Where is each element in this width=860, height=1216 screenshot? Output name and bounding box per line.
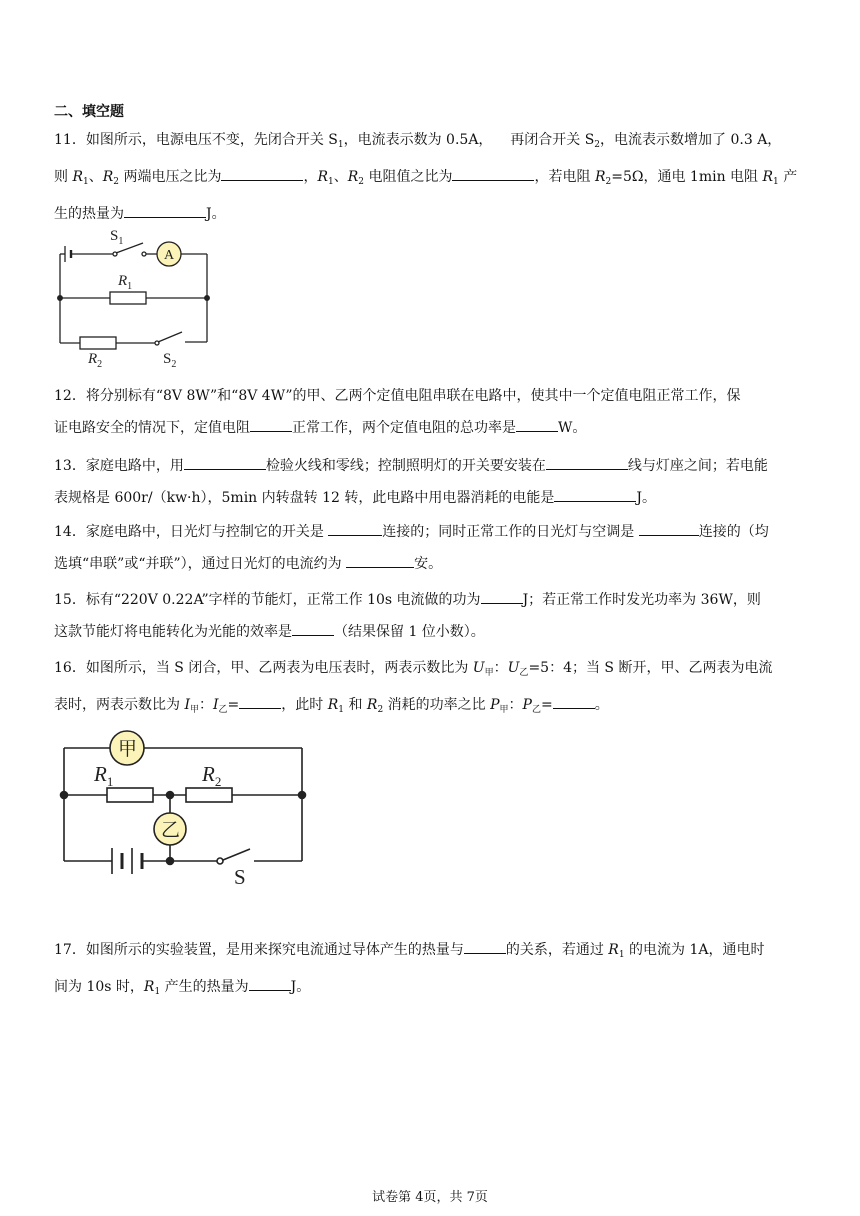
label-s1: $S_1$ — [110, 228, 124, 247]
answer-blank[interactable] — [553, 694, 595, 709]
answer-blank[interactable] — [124, 203, 206, 218]
junction-dot — [299, 792, 306, 799]
answer-blank[interactable] — [221, 166, 303, 181]
question-16: 16．如图所示，当 S 闭合，甲、乙两表为电压表时，两表示数比为 $U_甲$：$U_乙=5$：4；当 S 断开，甲、乙两表为电流 表时，两表示数比为 $I_甲$：$I_乙=$ ，此时 $R_1$ 和 $R_2$ 消耗的功率之比 $P_甲$：$P_乙=$ 。 — [54, 660, 773, 715]
answer-blank[interactable] — [516, 417, 558, 432]
question-15: 15．标有“220V 0.22A”字样的节能灯，正常工作 10s 电流做的功为 J；若正常工作时发光功率为 36W，则 这款节能灯将电能转化为光能的效率是 （结果保留 1 位小数）。 — [54, 584, 814, 648]
answer-blank[interactable] — [292, 621, 334, 636]
junction-dot — [205, 296, 210, 301]
question-11 — [54, 124, 814, 230]
page-footer: 试卷第 4页，共 7页 — [372, 1190, 488, 1205]
answer-blank[interactable] — [239, 694, 281, 709]
meter-yi-label: 乙 — [161, 819, 181, 841]
label-s2: $S_2$ — [163, 351, 177, 370]
answer-blank[interactable] — [184, 455, 266, 470]
question-13: 13．家庭电路中，用 检验火线和零线；控制照明灯的开关要安装在 线与灯座之间；若电能 表规格是 600r/（kw·h），5min 内转盘转 12 转，此电路中用电器消耗的电能是 J。 — [54, 450, 814, 514]
answer-blank[interactable] — [546, 455, 628, 470]
section-title: 二、填空题 — [54, 104, 124, 120]
q11-line-2: 则 $R_1$、$R_2$ 两端电压之比为 ，$R_1$、$R_2$ 电阻值之比为 ，若电阻 $R_2=5\Omega$，通电 1min 电阻 $R_1$ 产 — [54, 161, 814, 198]
answer-blank[interactable] — [452, 166, 534, 181]
label-switch-s: S — [234, 865, 246, 888]
meter-jia-label: 甲 — [118, 738, 138, 760]
label-r1: $R_1$ — [118, 273, 133, 292]
switch-s2-blade — [158, 332, 182, 342]
question-14: 14．家庭电路中，日光灯与控制它的开关是 连接的；同时正常工作的日光灯与空调是 连接的（均 选填“串联”或“并联”），通过日光灯的电流约为 安。 — [54, 516, 814, 580]
answer-blank[interactable] — [554, 487, 636, 502]
label-r2: $R_2$ — [202, 762, 222, 789]
answer-blank[interactable] — [481, 589, 523, 604]
q11-line-3: 生的热量为 J。 — [54, 198, 814, 230]
switch-contact — [217, 858, 223, 864]
q16-circuit-diagram — [54, 728, 314, 888]
resistor-r2 — [186, 788, 232, 802]
resistor-r1 — [110, 292, 146, 304]
q11-line-1: 11．如图所示，电源电压不变，先闭合开关 $S_1$，电流表示数为 0.5A， 再闭合开关 $S_2$，电流表示数增加了 0.3 A， — [54, 132, 782, 150]
answer-blank[interactable] — [249, 976, 291, 991]
label-r1: $R_1$ — [94, 762, 114, 789]
resistor-r2 — [80, 337, 116, 349]
question-17: 17．如图所示的实验装置，是用来探究电流通过导体产生的热量与 的关系，若通过 $R_1$ 的电流为 1A，通电时 间为 10s 时，$R_1$ 产生的热量为 J。 — [54, 934, 814, 1008]
question-12: 12．将分别标有“8V 8W”和“8V 4W”的甲、乙两个定值电阻串联在电路中，使其中一个定值电阻正常工作，保 证电路安全的情况下，定值电阻 正常工作，两个定值电阻的总功率是 W。 — [54, 388, 741, 436]
answer-blank[interactable] — [250, 417, 292, 432]
resistor-r1 — [107, 788, 153, 802]
switch-contact — [142, 252, 146, 256]
label-r2: $R_2$ — [88, 351, 103, 370]
answer-blank[interactable] — [639, 521, 699, 536]
ammeter-label: A — [164, 248, 175, 263]
answer-blank[interactable] — [328, 521, 382, 536]
answer-blank[interactable] — [464, 939, 506, 954]
answer-blank[interactable] — [346, 553, 414, 568]
switch-s-blade — [223, 849, 250, 860]
q11-circuit-diagram — [52, 222, 217, 372]
